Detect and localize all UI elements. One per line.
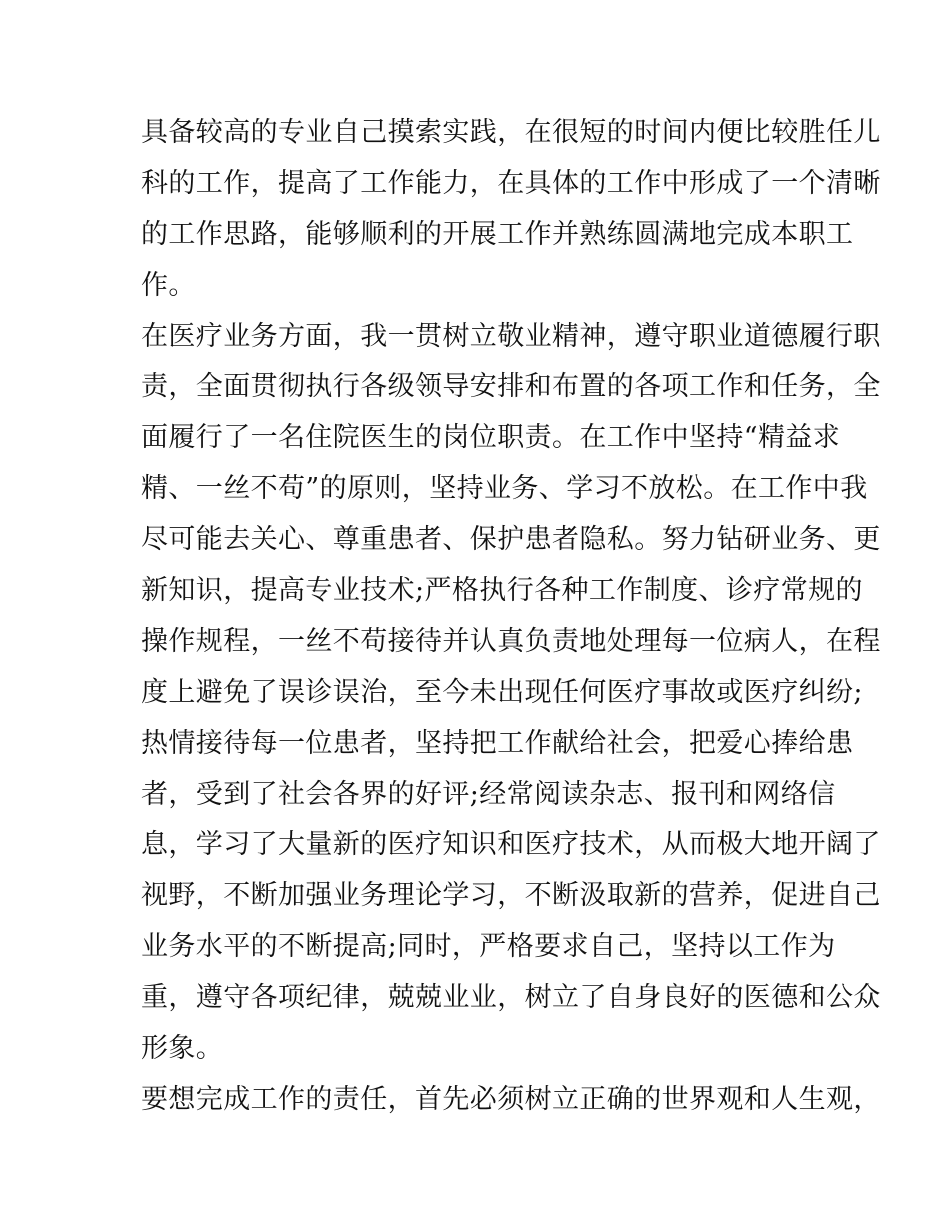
text-line: 作。 <box>141 269 196 301</box>
text-line: 度上避免了误诊误治，至今未出现任何医疗事故或医疗纠纷; <box>141 676 863 708</box>
text-line: 责，全面贯彻执行各级领导安排和布置的各项工作和任务，全 <box>141 371 881 403</box>
text-line: 在医疗业务方面，我一贯树立敬业精神，遵守职业道德履行职 <box>141 320 881 352</box>
text-line: 尽可能去关心、尊重患者、保护患者隐私。努力钻研业务、更 <box>141 524 881 556</box>
text-line: 的工作思路，能够顺利的开展工作并熟练圆满地完成本职工 <box>141 218 854 250</box>
text-line: 视野，不断加强业务理论学习，不断汲取新的营养，促进自己 <box>141 880 881 912</box>
text-line: 科的工作，提高了工作能力，在具体的工作中形成了一个清晰 <box>141 167 881 199</box>
text-line: 精、一丝不苟”的原则，坚持业务、学习不放松。在工作中我 <box>141 473 868 505</box>
text-line: 息，学习了大量新的医疗知识和医疗技术，从而极大地开阔了 <box>141 829 881 861</box>
text-line: 操作规程，一丝不苟接待并认真负责地处理每一位病人，在程 <box>141 625 881 657</box>
text-line: 具备较高的专业自己摸索实践，在很短的时间内便比较胜任儿 <box>141 117 881 148</box>
body-text <box>141 108 881 1126</box>
text-line: 业务水平的不断提高;同时，严格要求自己，坚持以工作为 <box>141 931 836 963</box>
text-line: 要想完成工作的责任，首先必须树立正确的世界观和人生观， <box>141 1083 881 1115</box>
text-line: 者，受到了社会各界的好评;经常阅读杂志、报刊和网络信 <box>141 778 836 810</box>
text-line: 面履行了一名住院医生的岗位职责。在工作中坚持“精益求 <box>141 422 841 454</box>
text-line: 新知识，提高专业技术;严格执行各种工作制度、诊疗常规的 <box>141 575 863 607</box>
text-line: 重，遵守各项纪律，兢兢业业，树立了自身良好的医德和公众 <box>141 982 881 1014</box>
text-line: 热情接待每一位患者，坚持把工作献给社会，把爱心捧给患 <box>141 727 854 759</box>
text-line: 形象。 <box>141 1033 224 1065</box>
